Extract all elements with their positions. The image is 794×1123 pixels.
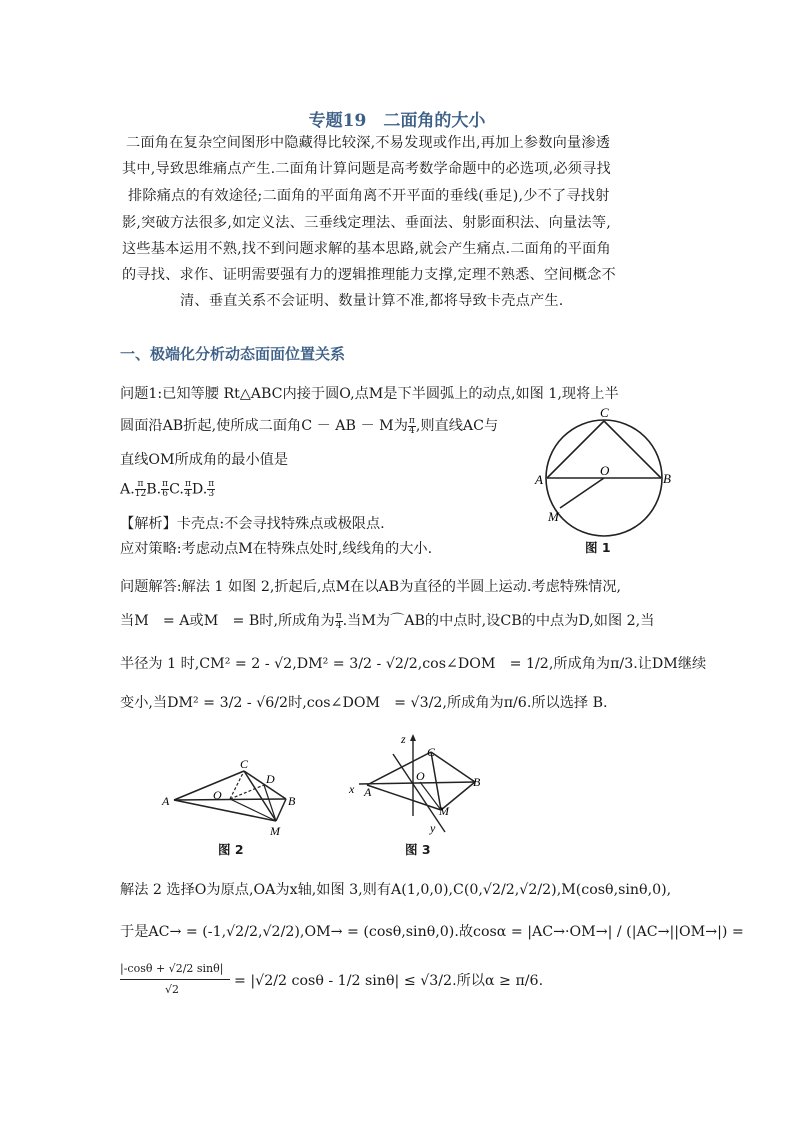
label-o: O bbox=[213, 788, 222, 802]
label-c: C bbox=[427, 745, 436, 759]
label-a: A bbox=[162, 794, 170, 808]
label-m: M bbox=[270, 824, 280, 838]
label-c: C bbox=[600, 405, 609, 420]
fraction-bar bbox=[120, 979, 230, 980]
label-a: A bbox=[535, 472, 543, 487]
intro-line: 其中,导致思维痛点产生.二面角计算问题是高考数学命题中的必选项,必须寻找 bbox=[122, 161, 611, 177]
intro-line: 清、垂直关系不会证明、数量计算不准,都将导致卡壳点产生. bbox=[180, 293, 564, 309]
fraction-numerator: |-cosθ + √2/2 sinθ| bbox=[120, 962, 224, 975]
solution-line: 于是AC→ = (-1,√2/2,√2/2),OM→ = (cosθ,sinθ,0).故cosα = |AC→·OM→| / (|AC→||OM→|) = bbox=[120, 924, 744, 940]
label-y: y bbox=[430, 821, 436, 835]
analysis-line: 应对策略:考虑动点M在特殊点处时,线线角的大小. bbox=[120, 541, 433, 557]
problem-line bbox=[120, 415, 498, 436]
page-title: 专题19 二面角的大小 bbox=[308, 111, 486, 131]
segment-cb bbox=[604, 421, 661, 478]
figure-3-coordinate-diagram bbox=[345, 730, 495, 840]
figure-2-caption: 图 2 bbox=[218, 842, 244, 857]
solution-line: 解法 2 选择O为原点,OA为x轴,如图 3,则有A(1,0,0),C(0,√2/2,√2/2),M(cosθ,sinθ,0), bbox=[120, 882, 672, 898]
section-heading: 一、极端化分析动态面面位置关系 bbox=[120, 345, 346, 363]
solution-line: 当M = A或M = B时,所成角为 $\frac{\pi}{4}$ .当M为⌒AB的中点时,设CB的中点为D,如图 2,当 bbox=[120, 610, 655, 631]
problem-text: ,则直线AC与 bbox=[415, 418, 499, 434]
label-z: z bbox=[401, 732, 406, 746]
label-d: D bbox=[266, 772, 275, 786]
problem-line: 直线OM所成角的最小值是 bbox=[120, 452, 289, 468]
label-b: B bbox=[473, 775, 481, 789]
segment-om bbox=[560, 478, 604, 508]
label-c: C bbox=[240, 757, 249, 771]
label-m: M bbox=[548, 509, 559, 524]
fraction-denominator: √2 bbox=[165, 983, 180, 996]
fraction-pi-over-4: $\frac{\pi}{4}$ bbox=[408, 415, 415, 436]
figure-3-caption: 图 3 bbox=[405, 842, 431, 857]
label-m: M bbox=[439, 804, 449, 818]
figure-2-folded-diagram bbox=[160, 755, 310, 840]
intro-line: 这些基本运用不熟,找不到问题求解的基本思路,就会产生痛点.二面角的平面角 bbox=[122, 241, 611, 257]
solution-line: 变小,当DM² = 3/2 - √6/2时,cos∠DOM = √3/2,所成角为π/6.所以选择 B. bbox=[120, 695, 608, 711]
figure-1-circle-diagram bbox=[530, 405, 680, 555]
solution-line: 问题解答:解法 1 如图 2,折起后,点M在以AB为直径的半圆上运动.考虑特殊情况, bbox=[120, 579, 622, 595]
analysis-line: 【解析】卡壳点:不会寻找特殊点或极限点. bbox=[120, 516, 385, 532]
problem-text: 圆面沿AB折起,使所成二面角C － AB － M为 bbox=[120, 418, 408, 434]
label-x: x bbox=[349, 782, 355, 796]
answer-options: A. $\frac{\pi}{12}$ B. $\frac{\pi}{6}$ C. $\frac{\pi}{4}$ D. $\frac{\pi}{3}$ bbox=[120, 479, 215, 499]
figure-1-caption: 图 1 bbox=[585, 540, 611, 555]
intro-line: 排除痛点的有效途径;二面角的平面角离不开平面的垂线(垂足),少不了寻找射 bbox=[128, 188, 610, 204]
intro-line: 二面角在复杂空间图形中隐藏得比较深,不易发现或作出,再加上参数向量渗透 bbox=[126, 135, 611, 151]
label-a: A bbox=[364, 785, 372, 799]
segment-ac bbox=[547, 421, 604, 478]
label-o: O bbox=[416, 769, 425, 783]
intro-line: 的寻找、求作、证明需要强有力的逻辑推理能力支撑,定理不熟悉、空间概念不 bbox=[122, 267, 616, 283]
label-o: O bbox=[600, 463, 610, 478]
label-b: B bbox=[288, 794, 296, 808]
solution-line: 半径为 1 时,CM² = 2 - √2,DM² = 3/2 - √2/2,cos∠DOM = 1/2,所成角为π/3.让DM继续 bbox=[120, 656, 707, 672]
problem-line: 问题1:已知等腰 Rt△ABC内接于圆O,点M是下半圆弧上的动点,如图 1,现将上半 bbox=[120, 386, 619, 402]
label-b: B bbox=[663, 471, 671, 486]
intro-line: 影,突破方法很多,如定义法、三垂线定理法、垂面法、射影面积法、向量法等, bbox=[122, 215, 611, 231]
solution-line: = |√2/2 cosθ - 1/2 sinθ| ≤ √3/2.所以α ≥ π/6. bbox=[234, 973, 544, 989]
